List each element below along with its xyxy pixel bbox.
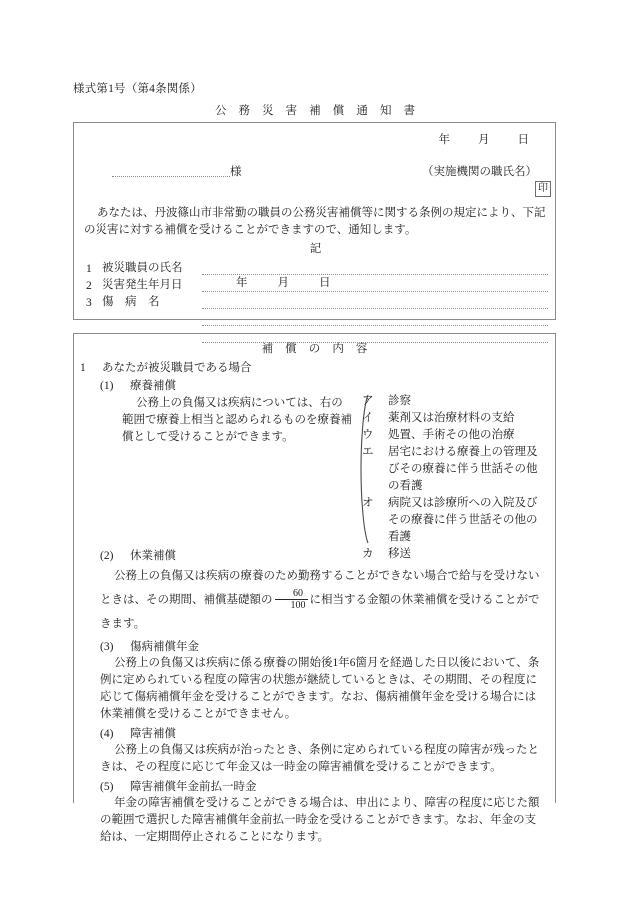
list-item-key: オ xyxy=(362,497,374,509)
list-item-label: 居宅における療養上の管理及びその療養に伴う世話その他の看護 xyxy=(388,446,538,492)
date-day-label: 日 xyxy=(517,134,529,146)
list-item-label: 病院又は診療所への入院及びその療養に伴う世話その他の看護 xyxy=(388,497,538,543)
field-number: 3 xyxy=(86,297,92,309)
section-1-heading xyxy=(80,359,555,375)
item-4-body-text: 公務上の負傷又は疾病が治ったとき、条例に定められている程度の障害が残ったときは、その程度に応じて年金又は一時金の障害補償を受けることができます。 xyxy=(100,744,540,773)
notice-fields xyxy=(86,258,548,343)
item-5-body-text: 年金の障害補償を受けることができる場合は、申出により、障害の程度に応じた額の範囲で選択した障害補償年金前払一時金を受けることができます。なお、年金の支給は、一定期間停止されることになります。 xyxy=(100,797,540,843)
field-input-injury[interactable] xyxy=(202,295,548,309)
field-input-date[interactable] xyxy=(202,278,548,292)
list-item xyxy=(362,495,548,546)
field-label: 被災職員の氏名 xyxy=(102,262,183,274)
item-marker: (3) xyxy=(100,641,114,653)
list-item xyxy=(362,546,548,563)
list-item-label: 診察 xyxy=(388,395,411,407)
list-item-key: ウ xyxy=(362,429,374,441)
item-2-body-part2: に相当する金額の休業補償を受けることができます。 xyxy=(100,594,540,630)
list-item xyxy=(362,444,548,495)
field-label: 災害発生年月日 xyxy=(102,279,183,291)
list-item-key: ア xyxy=(362,395,374,407)
form-number: 様式第1号（第4条関係） xyxy=(73,83,202,95)
seal-stamp-box: 印 xyxy=(535,181,551,197)
date-year-label: 年 xyxy=(438,134,450,146)
compensation-content-title: 補 償 の 内 容 xyxy=(261,343,372,355)
section-title: あなたが被災職員である場合 xyxy=(102,362,252,374)
incident-year-label: 年 xyxy=(236,277,248,289)
list-item-label: 薬剤又は治療材料の支給 xyxy=(388,412,515,424)
item-marker: (1) xyxy=(100,380,114,392)
notice-box xyxy=(73,122,556,320)
issuer-label: （実施機関の職氏名） xyxy=(422,166,537,178)
notice-body-text: あなたは、丹波篠山市非常勤の職員の公務災害補償等に関する条例の規定により、下記の災害に対する補償を受けることができますので、通知します。 xyxy=(84,207,546,236)
item-4-heading xyxy=(100,725,555,741)
ki-marker: 記 xyxy=(309,243,322,255)
item-5-heading xyxy=(100,778,555,794)
addressee-name-blank[interactable] xyxy=(112,164,230,177)
list-item xyxy=(362,427,548,444)
list-item-label: 処置、手術その他の治療 xyxy=(388,429,515,441)
fraction-60-100 xyxy=(275,588,308,611)
field-row-date xyxy=(86,275,548,292)
item-2-body-part1: 公務上の負傷又は疾病の療養のため勤務することができない場合で給与を受けないときは、その期間、補償基礎額の xyxy=(100,570,540,606)
item-marker: (4) xyxy=(100,728,114,740)
field-label: 傷 病 名 xyxy=(102,296,160,308)
section-number: 1 xyxy=(80,362,86,374)
page-title: 公 務 災 害 補 償 通 知 書 xyxy=(214,105,420,117)
list-item xyxy=(362,393,548,410)
item-title: 障害補償 xyxy=(130,728,176,740)
compensation-content-box xyxy=(73,333,556,843)
item-title: 傷病補償年金 xyxy=(130,641,199,653)
item-2-body-text xyxy=(100,564,540,636)
item-1-body-text: 公務上の負傷又は疾病については、右の範囲で療養上相当と認められるものを療養補償として受けることができます。 xyxy=(122,397,352,443)
list-item-key: エ xyxy=(362,446,374,458)
date-line xyxy=(439,131,530,147)
addressee-suffix: 様 xyxy=(230,166,242,178)
fraction-numerator: 60 xyxy=(293,587,303,599)
list-item xyxy=(362,410,548,427)
item-3-body-text: 公務上の負傷又は疾病に係る療養の開始後1年6箇月を経過した日以後において、条例に定められている程度の障害の状態が継続しているときは、その期間、その程度に応じて傷病補償年金を受けることができます。なお、傷病補償年金を受ける場合には休業補償を受けることができません。 xyxy=(100,657,540,720)
list-item-key: カ xyxy=(362,548,374,560)
item-1-heading xyxy=(100,377,555,393)
item-marker: (5) xyxy=(100,781,114,793)
list-item-key: イ xyxy=(362,412,374,424)
list-item-label: 移送 xyxy=(388,548,411,560)
item-title: 障害補償年金前払一時金 xyxy=(130,781,257,793)
field-number: 1 xyxy=(86,263,92,275)
item-1-scope-list xyxy=(362,393,548,563)
field-number: 2 xyxy=(86,280,92,292)
item-title: 療養補償 xyxy=(130,380,176,392)
incident-day-label: 日 xyxy=(319,277,331,289)
item-title: 休業補償 xyxy=(130,550,176,562)
field-row-injury xyxy=(86,292,548,309)
field-input-name[interactable] xyxy=(202,261,548,275)
field-row-name xyxy=(86,258,548,275)
date-month-label: 月 xyxy=(478,134,490,146)
field-input-injury-line2[interactable] xyxy=(202,312,548,326)
item-3-heading xyxy=(100,638,555,654)
fraction-denominator: 100 xyxy=(275,599,308,611)
item-marker: (2) xyxy=(100,550,114,562)
date-ymd-labels xyxy=(236,274,331,290)
addressee-field[interactable] xyxy=(112,163,242,179)
incident-month-label: 月 xyxy=(277,277,289,289)
field-row-continuation xyxy=(86,309,548,326)
